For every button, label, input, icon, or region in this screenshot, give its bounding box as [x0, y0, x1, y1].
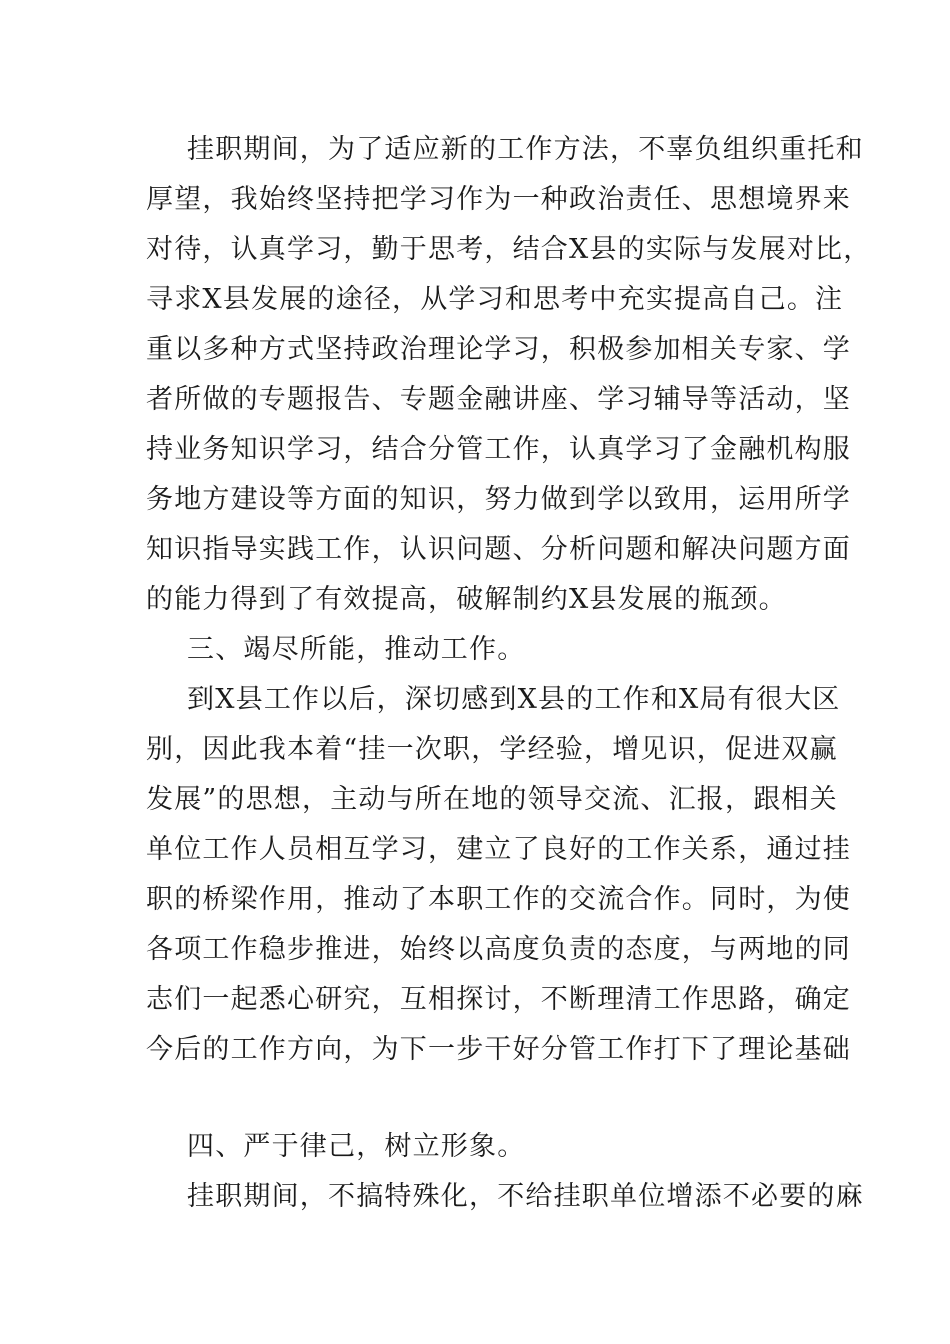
paragraph-line: 今后的工作方向，为下一步干好分管工作打下了理论基础: [146, 1034, 851, 1065]
paragraph-line: 重以多种方式坚持政治理论学习，积极参加相关专家、学: [146, 334, 851, 365]
paragraph-line: 各项工作稳步推进，始终以高度负责的态度，与两地的同: [146, 934, 851, 965]
paragraph-line: 者所做的专题报告、专题金融讲座、学习辅导等活动，坚: [146, 384, 851, 415]
paragraph-line: 持业务知识学习，结合分管工作，认真学习了金融机构服: [146, 434, 851, 465]
paragraph-line: 发展”的思想，主动与所在地的领导交流、汇报，跟相关: [146, 784, 838, 815]
paragraph-line: 厚望，我始终坚持把学习作为一种政治责任、思想境界来: [146, 184, 851, 215]
paragraph-line: 对待，认真学习，勤于思考，结合X县的实际与发展对比，: [146, 234, 872, 265]
paragraph-line: 知识指导实践工作，认识问题、分析问题和解决问题方面: [146, 534, 851, 565]
paragraph-line: 志们一起悉心研究，互相探讨，不断理清工作思路，确定: [146, 984, 851, 1015]
paragraph-line: 别，因此我本着“挂一次职，学经验，增见识，促进双赢: [146, 734, 838, 765]
paragraph-line: 单位工作人员相互学习，建立了良好的工作关系，通过挂: [146, 834, 851, 865]
paragraph-line: 挂职期间，不搞特殊化，不给挂职单位增添不必要的麻: [187, 1181, 864, 1212]
section-heading: 三、竭尽所能，推动工作。: [187, 634, 526, 665]
paragraph-line: 寻求X县发展的途径，从学习和思考中充实提高自己。注: [146, 284, 844, 315]
paragraph-line: 的能力得到了有效提高，破解制约X县发展的瓶颈。: [146, 584, 787, 615]
paragraph-line: 职的桥梁作用，推动了本职工作的交流合作。同时，为使: [146, 884, 851, 915]
section-heading: 四、严于律己，树立形象。: [187, 1131, 526, 1162]
paragraph-line: 务地方建设等方面的知识，努力做到学以致用，运用所学: [146, 484, 851, 515]
paragraph-line: 挂职期间，为了适应新的工作方法，不辜负组织重托和: [187, 134, 864, 165]
paragraph-line: 到X县工作以后，深切感到X县的工作和X局有很大区: [187, 684, 841, 715]
